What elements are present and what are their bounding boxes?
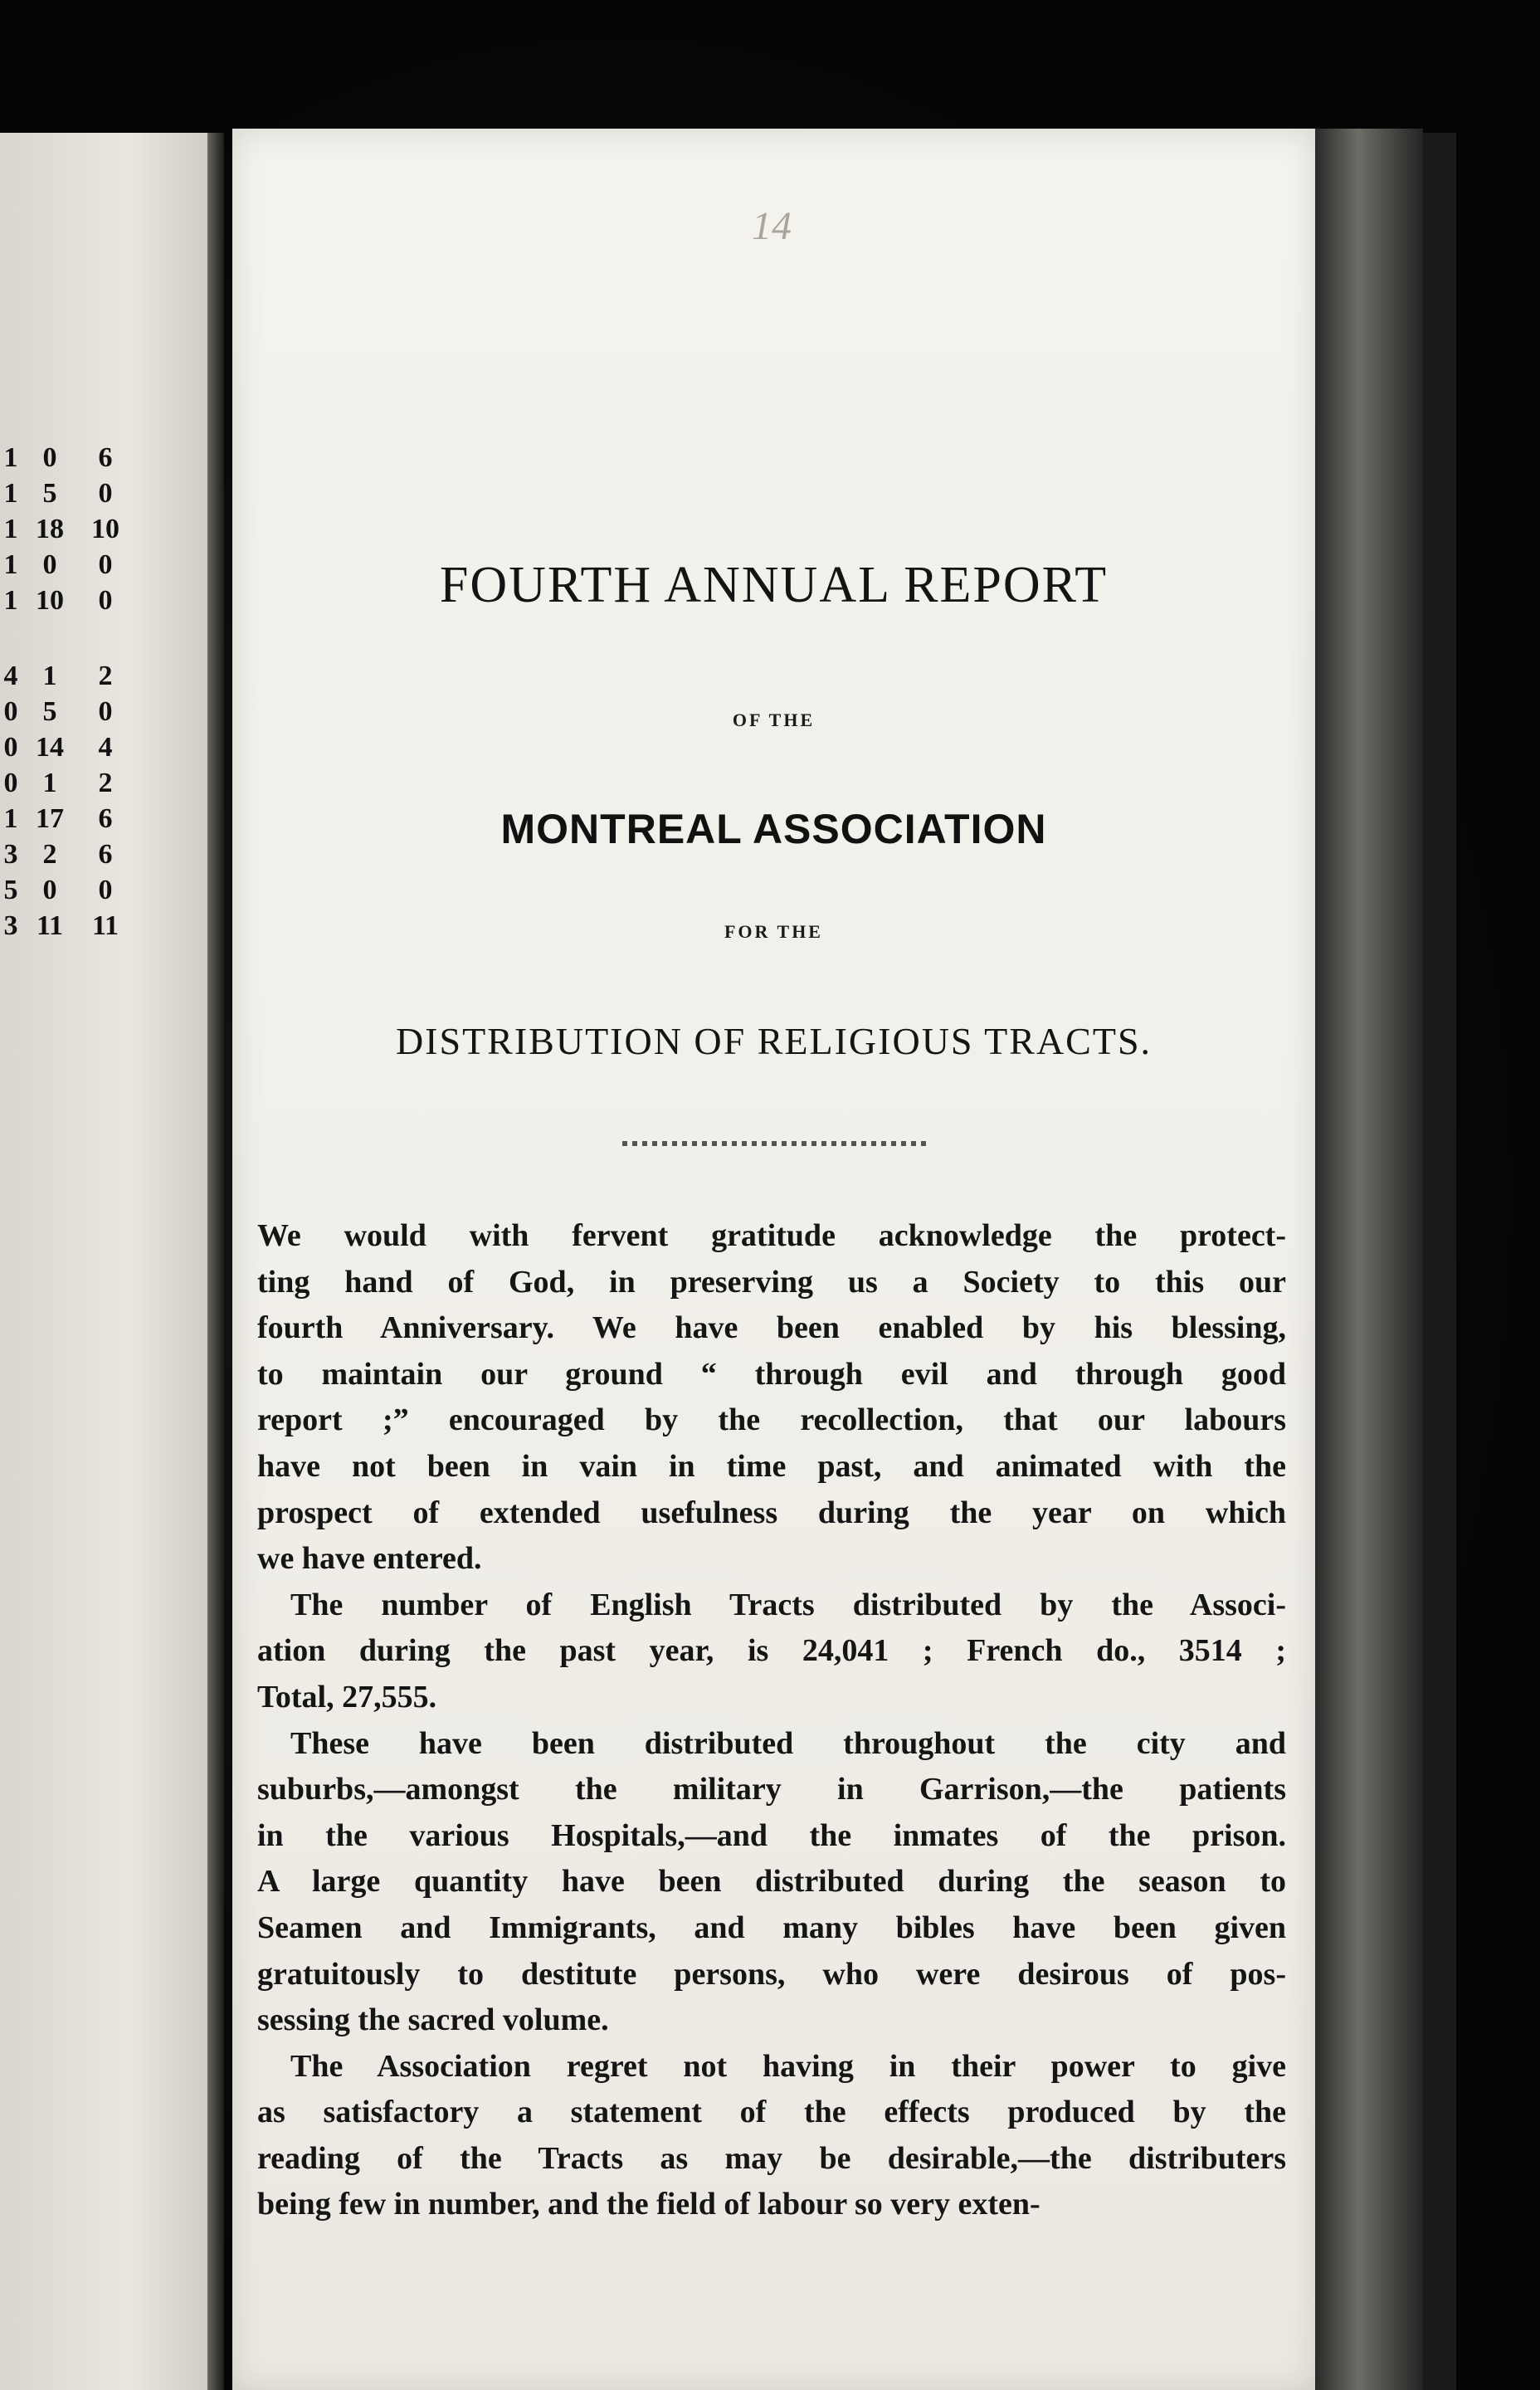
money-row [0,872,133,908]
body-line: reading of the Tracts as may be desirable,—the distributers [257,2140,1286,2176]
body-line: have not been in vain in time past, and animated with the [257,1448,1286,1484]
money-row [0,476,133,511]
pence-cell: 2 [98,767,113,798]
report-body [257,1213,1286,2228]
shillings-cell: 17 [36,802,64,834]
for-the-label: FOR THE [724,921,823,942]
body-paragraph [257,1721,1286,2044]
body-paragraph [257,1583,1286,1721]
page-number: 14 [752,204,792,248]
page-edge-shadow [1315,129,1423,2390]
pounds-cell: 5 [3,874,18,905]
pence-cell: 0 [98,549,113,580]
pounds-cell: 4 [3,660,18,691]
body-line: The Association regret not having in their power to give [290,2048,1286,2084]
pounds-cell: 0 [3,767,18,798]
body-line: The number of English Tracts distributed by the Associ- [290,1587,1286,1622]
money-row [0,511,133,547]
report-page [232,129,1315,2390]
pence-cell: 4 [98,731,113,763]
pounds-cell: 1 [3,513,18,544]
money-column [0,440,133,944]
body-line: prospect of extended usefulness during the year on which [257,1495,1286,1530]
pence-cell: 11 [91,910,119,941]
pence-cell: 6 [98,441,113,473]
pounds-cell: 0 [3,695,18,727]
pounds-cell: 1 [3,441,18,473]
shillings-cell: 5 [42,477,57,509]
pence-cell: 6 [98,838,113,870]
body-paragraph [257,1213,1286,1583]
pounds-cell: 1 [3,477,18,509]
shillings-cell: 1 [42,660,57,691]
association-name: MONTREAL ASSOCIATION [500,806,1047,852]
pence-cell: 0 [98,584,113,616]
of-the-label: OF THE [732,710,816,730]
body-line: Total, 27,555. [257,1679,437,1714]
shillings-cell: 2 [42,838,57,870]
body-line: sessing the sacred volume. [257,2002,609,2038]
shillings-cell: 0 [42,874,57,905]
shillings-cell: 5 [42,695,57,727]
money-row [0,801,133,836]
shillings-cell: 11 [36,910,64,941]
left-facing-page [0,133,212,2390]
pence-cell: 0 [98,874,113,905]
body-line: ation during the past year, is 24,041 ; French do., 3514 ; [257,1633,1286,1669]
money-row [0,583,133,618]
body-line: to maintain our ground “ through evil and through good [257,1356,1286,1392]
report-subtitle: DISTRIBUTION OF RELIGIOUS TRACTS. [395,1020,1153,1062]
shillings-cell: 1 [42,767,57,798]
body-line: A large quantity have been distributed during the season to [257,1864,1286,1900]
pence-cell: 2 [98,660,113,691]
decorative-rule [622,1141,929,1146]
shillings-cell: 0 [42,549,57,580]
shillings-cell: 10 [36,584,64,616]
pence-cell: 6 [98,802,113,834]
pounds-cell: 3 [3,838,18,870]
body-line: These have been distributed throughout the city and [290,1725,1286,1761]
shillings-cell: 14 [36,731,64,763]
gutter-shadow [207,133,224,2390]
pounds-cell: 0 [3,731,18,763]
money-row [0,547,133,583]
pounds-cell: 1 [3,802,18,834]
money-row [0,908,133,944]
money-row [0,694,133,729]
pence-cell: 0 [98,695,113,727]
money-row [0,729,133,765]
money-row [0,836,133,872]
report-title: FOURTH ANNUAL REPORT [439,557,1109,613]
money-row [0,658,133,694]
body-line: we have entered. [257,1541,482,1577]
pence-cell: 0 [98,477,113,509]
body-line: Seamen and Immigrants, and many bibles have been given [257,1910,1286,1945]
body-line: ting hand of God, in preserving us a Society to this our [257,1264,1286,1300]
shillings-cell: 18 [36,513,64,544]
body-line: We would with fervent gratitude acknowledge the protect- [257,1218,1286,1253]
body-line: gratuitously to destitute persons, who were desirous of pos- [257,1956,1286,1992]
pounds-cell: 1 [3,584,18,616]
body-line: as satisfactory a statement of the effects produced by the [257,2095,1286,2130]
pounds-cell: 1 [3,549,18,580]
body-line: fourth Anniversary. We have been enabled by his blessing, [257,1310,1286,1346]
pounds-cell: 3 [3,910,18,941]
body-line: report ;” encouraged by the recollection, that our labours [257,1402,1286,1438]
pence-cell: 10 [91,513,119,544]
money-row [0,440,133,476]
money-row [0,765,133,801]
shillings-cell: 0 [42,441,57,473]
binding-edge [1423,133,1456,2390]
body-line: suburbs,—amongst the military in Garrison,—the patients [257,1772,1286,1807]
body-line: in the various Hospitals,—and the inmates of the prison. [257,1817,1286,1853]
body-line: being few in number, and the field of labour so very exten- [257,2187,1040,2222]
body-paragraph [257,2044,1286,2228]
